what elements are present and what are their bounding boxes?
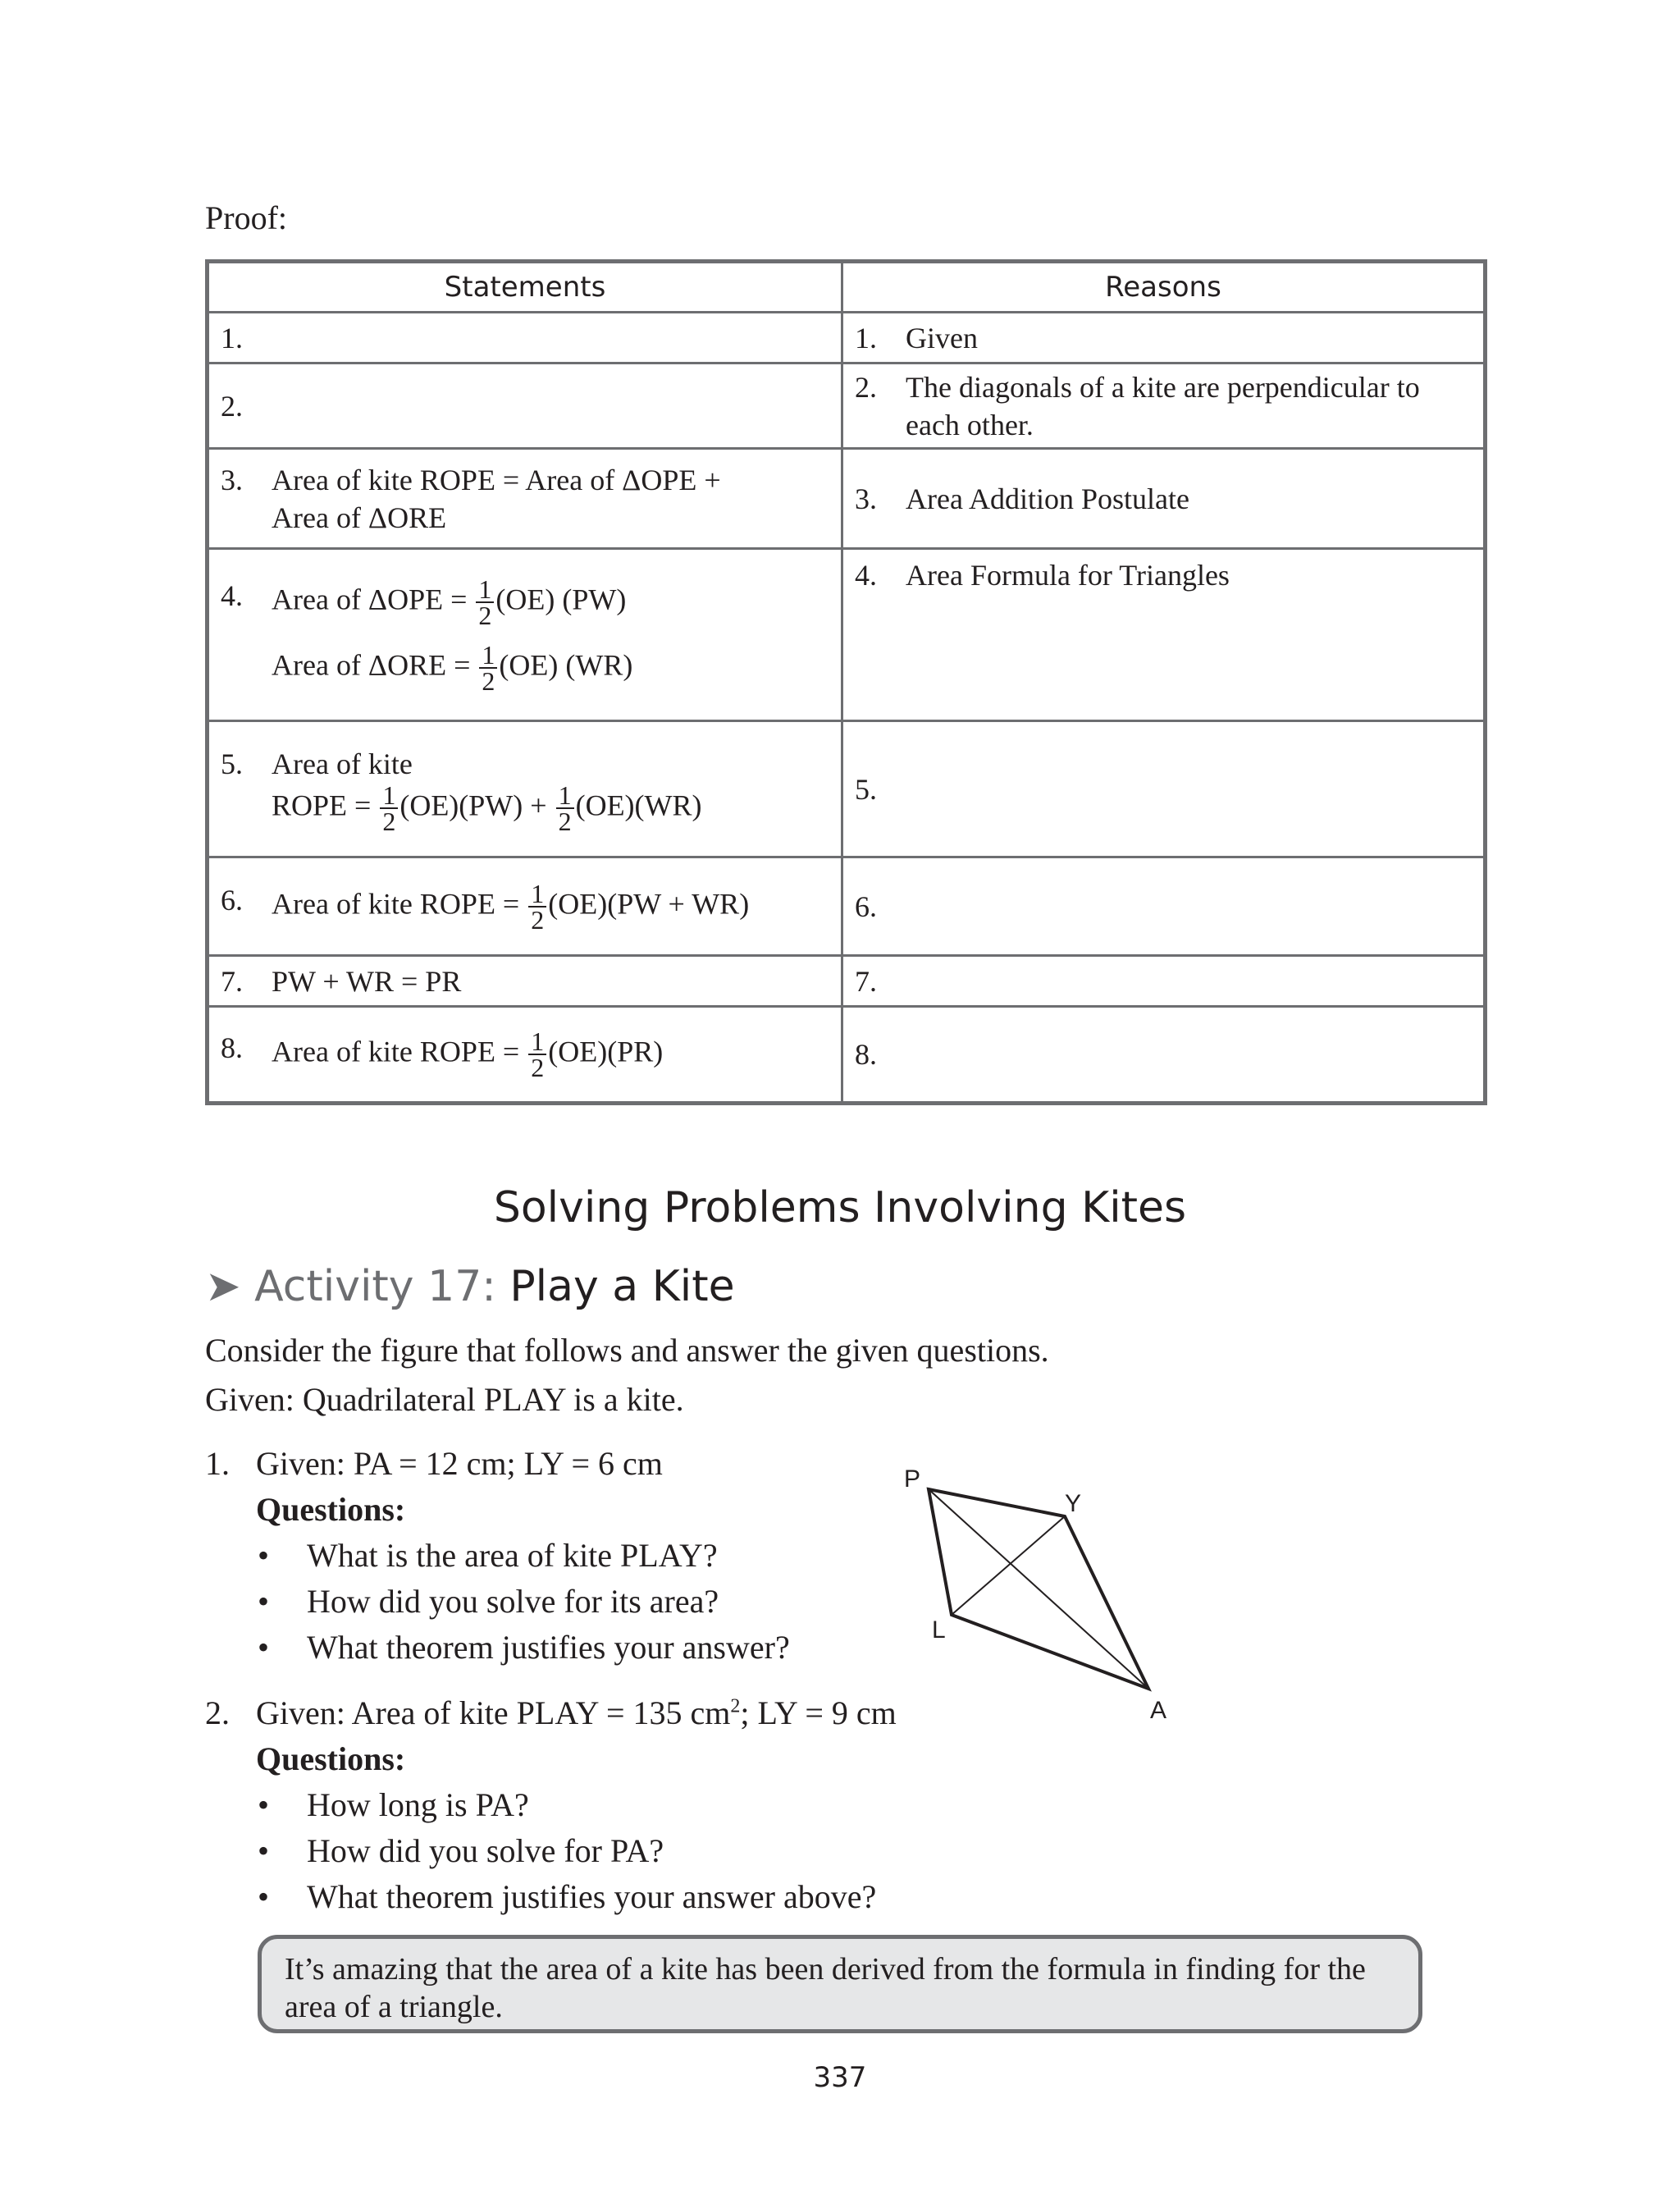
fraction-one-half: $\frac{1}{2}$: [380, 783, 398, 834]
reason-number: 1.: [855, 321, 877, 354]
activity-number: Activity 17:: [254, 1262, 496, 1311]
vertex-label-y: Y: [1065, 1490, 1082, 1517]
reason-cell: [842, 313, 1486, 363]
statement-text: Area of kite ROPE =: [272, 1035, 520, 1068]
bullet-icon: •: [258, 1878, 270, 1915]
statement-text: (OE)(WR): [575, 788, 702, 821]
table-row: [208, 1007, 1486, 1104]
questions-label: Questions:: [256, 1491, 406, 1528]
reason-number: 7.: [855, 964, 877, 998]
list-item: • What is the area of kite PLAY?: [258, 1537, 718, 1574]
table-row: [208, 363, 1486, 449]
reason-number: 2.: [855, 370, 877, 404]
statement-number: 8.: [221, 1031, 243, 1064]
table-row: [208, 857, 1486, 956]
statement-cell: [208, 956, 842, 1007]
statement-number: 4.: [221, 578, 243, 612]
reason-number: 4.: [855, 559, 877, 592]
reason-text: Given: [906, 321, 978, 354]
statement-number: 7.: [221, 964, 243, 998]
statement-text: Area of kite: [272, 747, 413, 780]
activity-name: Play a Kite: [509, 1262, 735, 1311]
reason-cell: [842, 363, 1486, 449]
statement-text: PW + WR = PR: [272, 964, 462, 998]
vertex-label-a: A: [1150, 1697, 1167, 1724]
reason-cell: [842, 721, 1486, 857]
table-row: [208, 313, 1486, 363]
note-text: It’s amazing that the area of a kite has been derived from the formula in finding for the area of a triangle.: [285, 1952, 1366, 2024]
vertex-label-l: L: [932, 1616, 946, 1644]
list-item: • How long is PA?: [258, 1786, 529, 1823]
list-item: • How did you solve for PA?: [258, 1832, 664, 1869]
table-row: [208, 721, 1486, 857]
table-row: [208, 449, 1486, 549]
reason-number: 6.: [855, 889, 877, 923]
problem-given: Given: PA = 12 cm; LY = 6 cm: [256, 1445, 663, 1482]
reason-cell: [842, 956, 1486, 1007]
reason-cell: [842, 1007, 1486, 1104]
statement-text: ROPE =: [272, 788, 372, 821]
statement-text: (OE) (PW): [495, 582, 627, 615]
intro-line: Given: Quadrilateral PLAY is a kite.: [205, 1381, 684, 1418]
bullet-icon: •: [258, 1537, 270, 1574]
table-row: [208, 956, 1486, 1007]
reason-cell: [842, 549, 1486, 721]
statement-cell: [208, 363, 842, 449]
statement-text: (OE) (WR): [499, 647, 633, 681]
bullet-icon: •: [258, 1583, 270, 1620]
reason-number: 8.: [855, 1038, 877, 1071]
vertex-label-p: P: [904, 1465, 921, 1493]
statement-number: 2.: [221, 389, 243, 423]
statement-cell: [208, 313, 842, 363]
reasons-header: Reasons: [842, 262, 1486, 313]
statements-header: Statements: [208, 262, 842, 313]
questions-label: Questions:: [256, 1740, 406, 1777]
reason-text: The diagonals of a kite are perpendicular to each other.: [906, 370, 1420, 441]
statement-cell: [208, 721, 842, 857]
statement-text: (OE)(PW) +: [399, 788, 547, 821]
problem-number: 2.: [205, 1694, 230, 1731]
arrow-icon: ➤: [205, 1262, 241, 1311]
reason-cell: [842, 449, 1486, 549]
statement-text: Area of kite ROPE =: [272, 886, 520, 920]
statement-text: Area of kite ROPE = Area of ΔOPE + Area of ΔORE: [272, 463, 721, 534]
fraction-one-half: $\frac{1}{2}$: [528, 1029, 546, 1080]
proof-label: Proof:: [205, 199, 287, 236]
problem-given: Given: Area of kite PLAY = 135 $cm^2$; LY = 9 cm: [256, 1694, 897, 1731]
note-box: [258, 1935, 1422, 2033]
statement-cell: [208, 1007, 842, 1104]
fraction-one-half: $\frac{1}{2}$: [528, 881, 546, 932]
statement-number: 6.: [221, 883, 243, 917]
section-title: Solving Problems Involving Kites: [493, 1183, 1187, 1232]
reason-number: 5.: [855, 772, 877, 806]
problem-number: 1.: [205, 1445, 230, 1482]
bullet-icon: •: [258, 1832, 270, 1869]
table-row: [208, 549, 1486, 721]
bullet-icon: •: [258, 1786, 270, 1823]
intro-line: Consider the figure that follows and answer the given questions.: [205, 1332, 1049, 1369]
fraction-one-half: $\frac{1}{2}$: [479, 642, 497, 693]
statement-text: Area of ΔORE =: [272, 647, 471, 681]
statement-text: Area of ΔOPE =: [272, 582, 468, 615]
diagonal-ly: [952, 1516, 1065, 1615]
statement-text: (OE)(PW + WR): [548, 886, 750, 920]
proof-table: [205, 259, 1487, 1105]
list-item: • What theorem justifies your answer?: [258, 1629, 790, 1666]
fraction-one-half: $\frac{1}{2}$: [556, 783, 574, 834]
reason-text: Area Addition Postulate: [906, 482, 1189, 515]
bullet-icon: •: [258, 1629, 270, 1666]
table-header-row: [208, 262, 1486, 313]
statement-number: 1.: [221, 321, 243, 354]
fraction-one-half: $\frac{1}{2}$: [476, 577, 494, 628]
statement-number: 3.: [221, 463, 243, 496]
list-item: • How did you solve for its area?: [258, 1583, 719, 1620]
activity-heading: [205, 1262, 735, 1311]
statement-cell: [208, 857, 842, 956]
reason-cell: [842, 857, 1486, 956]
statement-text: (OE)(PR): [548, 1035, 664, 1068]
reason-number: 3.: [855, 482, 877, 515]
list-item: • What theorem justifies your answer above?: [258, 1878, 877, 1915]
statement-cell: [208, 549, 842, 721]
reason-text: Area Formula for Triangles: [906, 559, 1230, 592]
statement-number: 5.: [221, 747, 243, 780]
statement-cell: [208, 449, 842, 549]
page-number: 337: [813, 2061, 867, 2094]
kite-figure: [886, 1452, 1214, 1731]
diagonal-pa: [929, 1489, 1148, 1689]
